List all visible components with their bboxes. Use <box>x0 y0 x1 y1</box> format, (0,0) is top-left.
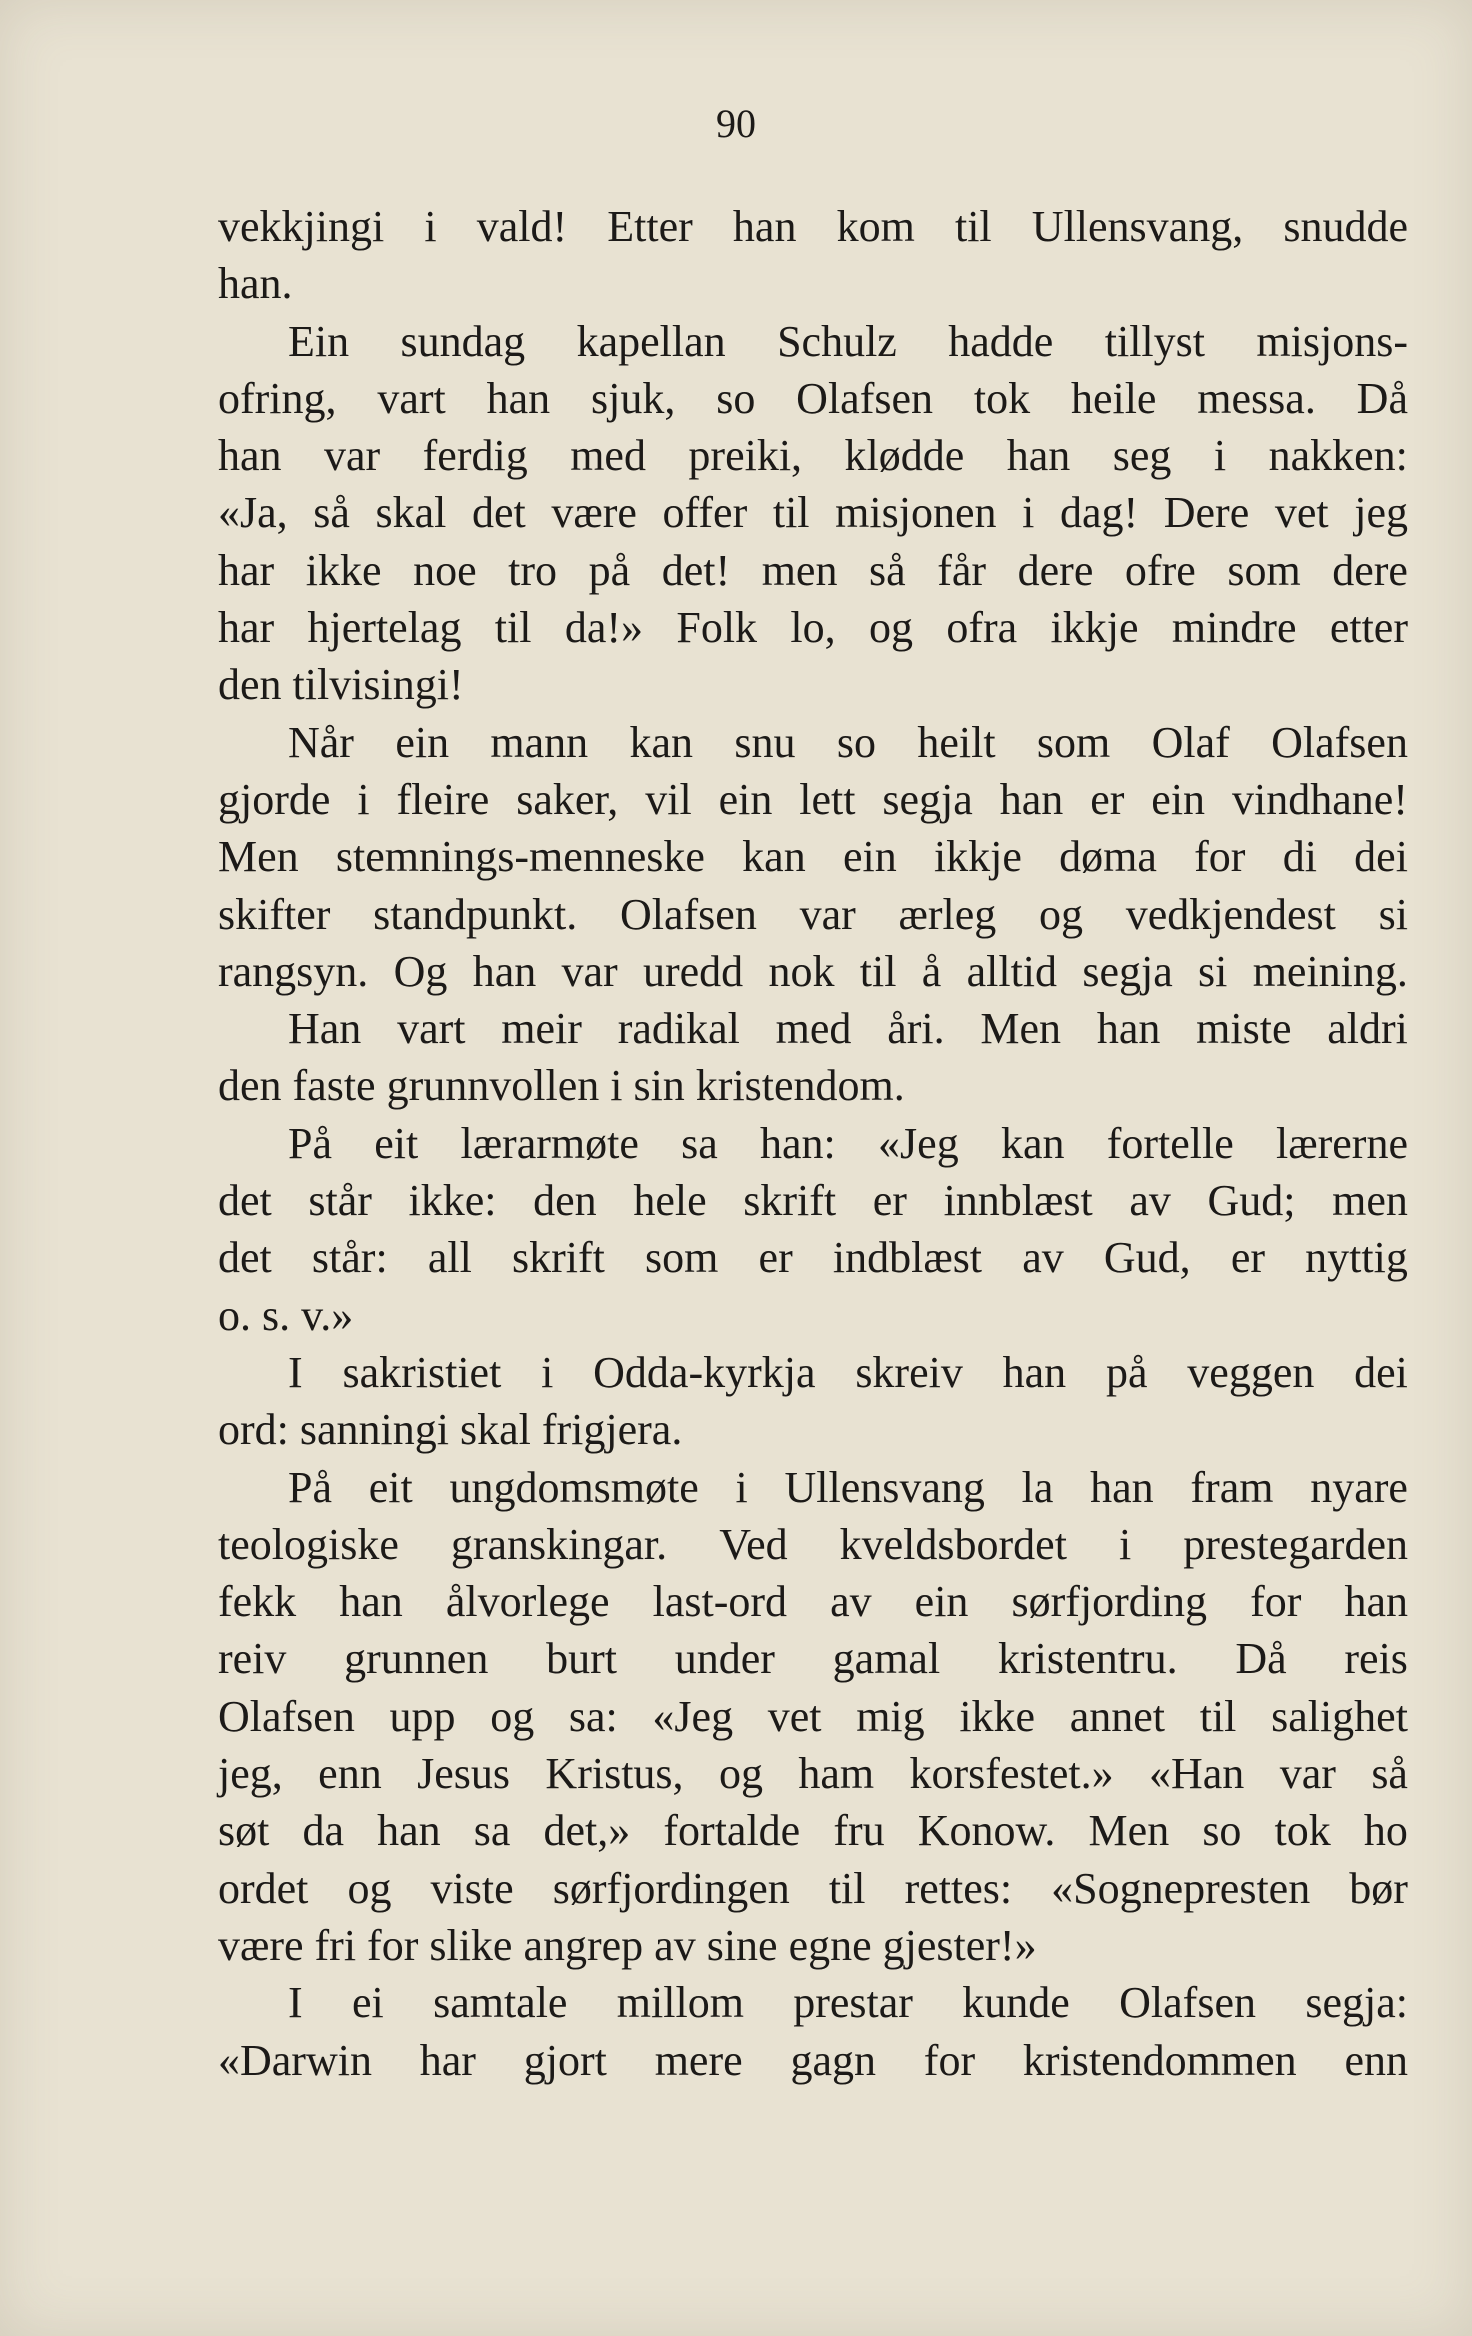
text-line <box>218 2032 1408 2089</box>
word: gagn <box>790 2035 876 2085</box>
word: stemnings-menneske <box>335 832 705 882</box>
word: ikke: <box>408 1176 497 1226</box>
word: nakken: <box>1268 431 1408 481</box>
word: tro <box>508 545 558 595</box>
word: han <box>1090 1462 1154 1512</box>
word: skifter <box>218 889 331 939</box>
word: står <box>308 1176 372 1226</box>
word: med <box>775 1004 852 1054</box>
text-line <box>218 714 1408 771</box>
word: segja <box>1082 946 1173 996</box>
word: åri. <box>887 1004 945 1054</box>
word: ein <box>842 832 897 882</box>
word: vil <box>645 774 692 824</box>
word: han <box>1006 431 1071 481</box>
word: mindre <box>1171 603 1297 653</box>
word: kan <box>742 832 806 882</box>
word: I <box>288 1978 303 2028</box>
word: kan <box>629 717 694 767</box>
text-line: den faste grunnvollen i sin kristendom. <box>218 1061 905 1111</box>
word: ungdomsmøte <box>449 1462 699 1512</box>
word: prestegarden <box>1183 1519 1408 1569</box>
word: På <box>288 1118 332 1168</box>
word: I <box>288 1347 303 1397</box>
word: kunde <box>962 1978 1070 2028</box>
word: og <box>490 1691 535 1741</box>
word: er <box>1090 774 1125 824</box>
text-line: være fri for slike angrep av sine egne gjester!» <box>218 1920 1037 1970</box>
word: å <box>921 946 942 996</box>
word: var <box>799 889 856 939</box>
word: miste <box>1196 1004 1292 1054</box>
word: Schulz <box>777 316 897 366</box>
word: reiv <box>218 1634 287 1684</box>
text-line <box>218 1344 1408 1401</box>
word: Olafsen <box>619 889 757 939</box>
word: nok <box>768 946 835 996</box>
word: vart <box>397 1004 466 1054</box>
word: det <box>218 1176 272 1226</box>
word: til <box>859 946 897 996</box>
word: uredd <box>643 946 744 996</box>
word: Ein <box>288 316 350 366</box>
word: Når <box>288 717 354 767</box>
word: er <box>1230 1233 1266 1283</box>
word: ofre <box>1124 545 1196 595</box>
page-number: 90 <box>716 101 756 146</box>
word: dei <box>1354 832 1408 882</box>
word: han <box>218 431 282 481</box>
word: sa <box>681 1118 718 1168</box>
word: han <box>1002 1347 1067 1397</box>
word: snu <box>734 717 796 767</box>
word: innblæst <box>943 1176 1093 1226</box>
word: Dere <box>1163 488 1250 538</box>
word: mig <box>856 1691 925 1741</box>
word: kristentru. <box>997 1634 1178 1684</box>
word: noe <box>413 545 477 595</box>
text-line: den tilvisingi! <box>218 660 464 710</box>
word: ordet <box>218 1863 309 1913</box>
word: granskingar. <box>450 1519 668 1569</box>
word: ein <box>395 717 450 767</box>
word: mere <box>654 2035 743 2085</box>
word: skrift <box>743 1176 837 1226</box>
word: han <box>472 946 537 996</box>
text-line <box>218 427 1408 484</box>
word: jeg <box>1354 488 1408 538</box>
word: nyttig <box>1305 1233 1408 1283</box>
word: kveldsbordet <box>839 1519 1067 1569</box>
word: reis <box>1344 1634 1408 1684</box>
word: Jesus <box>417 1749 511 1799</box>
word: lo, <box>790 603 836 653</box>
text-line: o. s. v.» <box>218 1290 354 1340</box>
word: og <box>868 603 913 653</box>
word: «Jeg <box>652 1691 734 1741</box>
word: vedkjendest <box>1125 889 1336 939</box>
word: som <box>645 1233 719 1283</box>
word: som <box>1227 545 1301 595</box>
word: meir <box>501 1004 582 1054</box>
word: etter <box>1329 603 1408 653</box>
word: lærerne <box>1276 1118 1408 1168</box>
word: for <box>1250 1577 1302 1627</box>
word: fleire <box>396 774 490 824</box>
word: hjertelag <box>307 603 462 653</box>
word: ein <box>1151 774 1206 824</box>
word: teologiske <box>218 1519 399 1569</box>
word: gamal <box>832 1634 941 1684</box>
word: ikke <box>959 1691 1036 1741</box>
word: På <box>288 1462 332 1512</box>
word: har <box>218 603 275 653</box>
word: radikal <box>617 1004 740 1054</box>
word: ein <box>718 774 773 824</box>
word: kristendommen <box>1022 2035 1297 2085</box>
word: fru <box>833 1806 885 1856</box>
word: dere <box>1017 545 1094 595</box>
word: til <box>828 1863 866 1913</box>
word: misjons- <box>1256 316 1408 366</box>
word: fram <box>1190 1462 1274 1512</box>
word: ein <box>914 1577 969 1627</box>
word: det <box>472 488 526 538</box>
word: kom <box>836 202 915 251</box>
word: Ullensvang <box>784 1462 985 1512</box>
text-line <box>218 313 1408 370</box>
word: skal <box>375 488 447 538</box>
word: so <box>836 717 876 767</box>
word: han <box>377 1806 441 1856</box>
word: preiki, <box>688 431 803 481</box>
word: han <box>339 1577 403 1627</box>
word: vald! <box>476 202 568 251</box>
word: kapellan <box>576 316 726 366</box>
word: ikkje <box>1050 603 1139 653</box>
word: av <box>1129 1176 1171 1226</box>
word: ho <box>1363 1806 1408 1856</box>
text-line <box>218 1172 1408 1229</box>
word: bør <box>1349 1863 1408 1913</box>
word: all <box>427 1233 472 1283</box>
word: døma <box>1059 832 1157 882</box>
text-line: han. <box>218 259 293 309</box>
word: tillyst <box>1104 316 1205 366</box>
word: viste <box>430 1863 514 1913</box>
body-text <box>218 198 1408 2089</box>
word: fekk <box>218 1577 297 1627</box>
word: i <box>735 1462 748 1512</box>
text-line <box>218 828 1408 885</box>
text-line <box>218 886 1408 943</box>
word: Ved <box>719 1519 788 1569</box>
word: han <box>999 774 1064 824</box>
word: får <box>937 545 987 595</box>
word: han <box>1344 1577 1408 1627</box>
word: prestar <box>793 1978 913 2028</box>
text-line <box>218 943 1408 1000</box>
word: aldri <box>1327 1004 1408 1054</box>
text-line <box>218 771 1408 828</box>
text-line <box>218 1516 1408 1573</box>
word: i <box>357 774 370 824</box>
word: sa <box>473 1806 511 1856</box>
word: tok <box>1274 1806 1331 1856</box>
text-line <box>218 1229 1408 1286</box>
word: sørfjordingen <box>552 1863 790 1913</box>
word: hele <box>633 1176 707 1226</box>
word: vekkjingi <box>218 202 385 251</box>
word: enn <box>318 1749 382 1799</box>
word: «Jeg <box>878 1118 959 1168</box>
word: Han <box>288 1004 362 1054</box>
word: ærleg <box>898 889 997 939</box>
word: så <box>1371 1749 1408 1799</box>
text-line <box>218 599 1408 656</box>
word: Konow. <box>917 1806 1056 1856</box>
word: og <box>718 1749 763 1799</box>
text-line <box>218 198 1408 255</box>
word: burt <box>546 1634 617 1684</box>
word: gjort <box>523 2035 607 2085</box>
word: til <box>494 603 532 653</box>
word: messa. <box>1197 373 1316 423</box>
word: enn <box>1344 2035 1408 2085</box>
word: offer <box>662 488 748 538</box>
word: Olafsen <box>796 373 934 423</box>
word: så <box>869 545 906 595</box>
word: rangsyn. <box>218 946 369 996</box>
word: under <box>674 1634 775 1684</box>
text-line <box>218 542 1408 599</box>
word: han <box>486 373 551 423</box>
word: er <box>758 1233 793 1283</box>
word: og <box>347 1863 392 1913</box>
word: det,» <box>543 1806 631 1856</box>
word: salighet <box>1271 1691 1408 1741</box>
word: «Darwin <box>218 2035 372 2085</box>
word: Men <box>980 1004 1062 1054</box>
word: annet <box>1069 1691 1166 1741</box>
text-line <box>218 484 1408 541</box>
word: sa: <box>568 1691 618 1741</box>
word: segja <box>882 774 973 824</box>
word: kan <box>1000 1118 1065 1168</box>
word: si <box>1198 946 1228 996</box>
word: sjuk, <box>591 373 676 423</box>
text-line <box>218 1860 1408 1917</box>
word: søt <box>218 1806 270 1856</box>
word: korsfestet.» <box>909 1749 1114 1799</box>
word: til <box>772 488 810 538</box>
word: so <box>716 373 756 423</box>
word: rettes: <box>904 1863 1013 1913</box>
word: si <box>1378 889 1408 939</box>
word: han <box>732 202 797 251</box>
word: klødde <box>844 431 965 481</box>
word: i <box>541 1347 554 1397</box>
word: av <box>1022 1233 1064 1283</box>
text-line <box>218 1573 1408 1630</box>
word: ålvorlege <box>445 1577 610 1627</box>
word: står: <box>311 1233 388 1283</box>
word: Olafsen <box>1271 717 1408 767</box>
word: i <box>1118 1519 1132 1569</box>
word: millom <box>616 1978 744 2028</box>
word: da <box>302 1806 344 1856</box>
word: Odda-kyrkja <box>593 1347 816 1397</box>
word: indblæst <box>832 1233 983 1283</box>
word: i <box>1213 431 1227 481</box>
word: fortalde <box>663 1806 801 1856</box>
word: upp <box>389 1691 456 1741</box>
word: til <box>1199 1691 1237 1741</box>
word: av <box>830 1577 872 1627</box>
text-line <box>218 370 1408 427</box>
word: vet <box>767 1691 822 1741</box>
text-line <box>218 1459 1408 1516</box>
text-line <box>218 1000 1408 1057</box>
word: heilt <box>917 717 996 767</box>
text-line <box>218 1630 1408 1687</box>
word: la <box>1021 1462 1054 1512</box>
word: ham <box>798 1749 875 1799</box>
word: segja: <box>1305 1978 1408 2028</box>
word: Olaf <box>1151 717 1230 767</box>
word: last-ord <box>652 1577 788 1627</box>
word: være <box>551 488 637 538</box>
word: han <box>1096 1004 1161 1054</box>
word: ofring, <box>218 373 337 423</box>
word: hadde <box>948 316 1054 366</box>
word: mann <box>490 717 589 767</box>
word: eit <box>374 1118 419 1168</box>
word: veggen <box>1187 1347 1315 1397</box>
word: vindhane! <box>1231 774 1408 824</box>
word: var <box>561 946 618 996</box>
word: vart <box>377 373 446 423</box>
word: for <box>923 2035 976 2085</box>
word: jeg, <box>218 1749 283 1799</box>
word: gjorde <box>218 774 331 824</box>
word: «Han <box>1149 1749 1245 1799</box>
word: seg <box>1112 431 1172 481</box>
word: Men <box>1088 1806 1170 1856</box>
word: det! <box>661 545 731 595</box>
word: dere <box>1332 545 1408 595</box>
text-line <box>218 1745 1408 1802</box>
word: «Sognepresten <box>1051 1863 1311 1913</box>
word: har <box>419 2035 476 2085</box>
text-line <box>218 1115 1408 1172</box>
word: alltid <box>966 946 1058 996</box>
word: lett <box>799 774 856 824</box>
word: ei <box>351 1978 384 2028</box>
word: til <box>954 202 992 251</box>
word: snudde <box>1283 202 1408 251</box>
word: sakristiet <box>342 1347 502 1397</box>
word: saker, <box>516 774 619 824</box>
word: med <box>570 431 646 481</box>
word: Då <box>1235 1634 1287 1684</box>
word: nyare <box>1310 1462 1408 1512</box>
word: so <box>1202 1806 1242 1856</box>
word: «Ja, <box>218 488 288 538</box>
word: i <box>424 202 437 251</box>
word: Kristus, <box>545 1749 684 1799</box>
word: ikke <box>305 545 382 595</box>
word: men <box>1332 1176 1408 1226</box>
word: men <box>761 545 838 595</box>
word: skrift <box>511 1233 605 1283</box>
text-line <box>218 1974 1408 2031</box>
word: Men <box>218 832 299 882</box>
word: misjonen <box>835 488 997 538</box>
word: skreiv <box>855 1347 963 1397</box>
word: standpunkt. <box>373 889 578 939</box>
word: det <box>218 1233 272 1283</box>
word: har <box>218 545 275 595</box>
word: så <box>313 488 350 538</box>
text-line <box>218 1802 1408 1859</box>
word: lærarmøte <box>460 1118 639 1168</box>
word: Etter <box>607 202 693 251</box>
word: Då <box>1356 373 1408 423</box>
word: den <box>533 1176 597 1226</box>
word: eit <box>368 1462 413 1512</box>
word: di <box>1282 832 1317 882</box>
word: meining. <box>1252 946 1408 996</box>
word: ofra <box>946 603 1018 653</box>
word: på <box>588 545 631 595</box>
word: og <box>1038 889 1083 939</box>
word: Gud; <box>1207 1176 1296 1226</box>
word: i <box>1022 488 1035 538</box>
word: var <box>324 431 381 481</box>
word: som <box>1036 717 1111 767</box>
text-line: ord: sanningi skal frigjera. <box>218 1405 683 1455</box>
word: på <box>1105 1347 1148 1397</box>
word: var <box>1279 1749 1336 1799</box>
word: Ullensvang, <box>1031 202 1244 251</box>
word: ikkje <box>933 832 1022 882</box>
word: ferdig <box>422 431 528 481</box>
word: dag! <box>1059 488 1139 538</box>
word: dei <box>1354 1347 1408 1397</box>
text-line <box>218 1688 1408 1745</box>
word: sundag <box>400 316 526 366</box>
word: fortelle <box>1106 1118 1234 1168</box>
word: Gud, <box>1103 1233 1191 1283</box>
word: Olafsen <box>218 1691 355 1741</box>
word: er <box>872 1176 907 1226</box>
word: heile <box>1070 373 1157 423</box>
word: vet <box>1274 488 1329 538</box>
word: sørfjording <box>1011 1577 1208 1627</box>
word: Folk <box>676 603 758 653</box>
word: han: <box>760 1118 836 1168</box>
word: samtale <box>433 1978 568 2028</box>
word: for <box>1194 832 1246 882</box>
word: Olafsen <box>1119 1978 1256 2028</box>
word: da!» <box>564 603 644 653</box>
word: tok <box>973 373 1031 423</box>
word: Og <box>393 946 448 996</box>
word: grunnen <box>344 1634 489 1684</box>
